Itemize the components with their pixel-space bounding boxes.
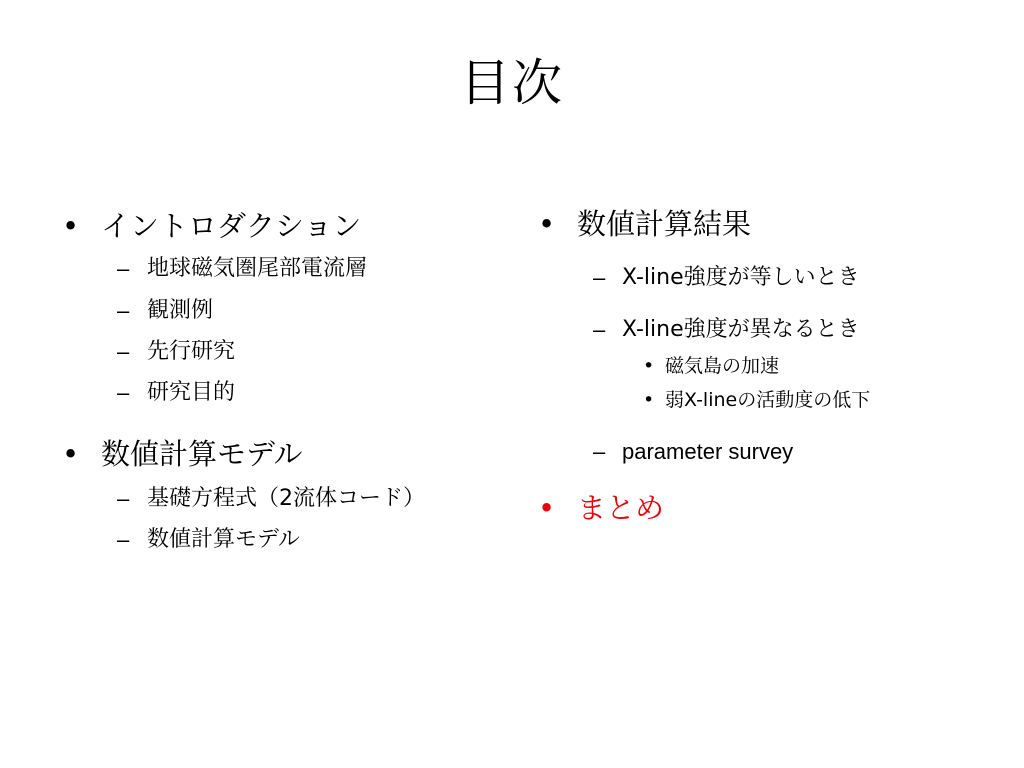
dash-marker: – bbox=[117, 339, 130, 364]
outline-subitem: X-line強度が等しいとき bbox=[622, 265, 860, 290]
dash-marker: – bbox=[117, 486, 130, 511]
bullet-marker: • bbox=[538, 207, 556, 241]
bullet-marker: • bbox=[643, 355, 655, 377]
outline-item-results: 数値計算結果 bbox=[577, 207, 752, 241]
outline-subitem: parameter survey bbox=[622, 439, 794, 464]
outline-subitem: X-line強度が異なるとき bbox=[622, 317, 860, 342]
dash-marker: – bbox=[117, 298, 130, 323]
bullet-marker: • bbox=[538, 491, 556, 525]
outline-subitem: 基礎方程式（2流体コード） bbox=[147, 486, 425, 511]
slide-title: 目次 bbox=[460, 54, 564, 112]
outline-subitem: 観測例 bbox=[147, 298, 214, 323]
dash-marker: – bbox=[593, 439, 606, 464]
dash-marker: – bbox=[593, 265, 606, 290]
outline-subitem: 数値計算モデル bbox=[147, 527, 300, 552]
outline-item-summary: まとめ bbox=[577, 491, 665, 525]
outline-subsubitem: 磁気島の加速 bbox=[665, 355, 780, 377]
bullet-marker: • bbox=[62, 437, 80, 471]
outline-subsubitem: 弱X-lineの活動度の低下 bbox=[665, 389, 871, 411]
outline-item-numerical-model: 数値計算モデル bbox=[101, 437, 303, 471]
dash-marker: – bbox=[117, 527, 130, 552]
bullet-marker: • bbox=[643, 389, 655, 411]
dash-marker: – bbox=[117, 380, 130, 405]
outline-item-introduction: イントロダクション bbox=[101, 209, 362, 243]
outline-subitem: 地球磁気圏尾部電流層 bbox=[147, 256, 368, 281]
outline-subitem: 研究目的 bbox=[147, 380, 236, 405]
bullet-marker: • bbox=[62, 209, 80, 243]
dash-marker: – bbox=[117, 256, 130, 281]
dash-marker: – bbox=[593, 317, 606, 342]
outline-subitem: 先行研究 bbox=[147, 339, 236, 364]
